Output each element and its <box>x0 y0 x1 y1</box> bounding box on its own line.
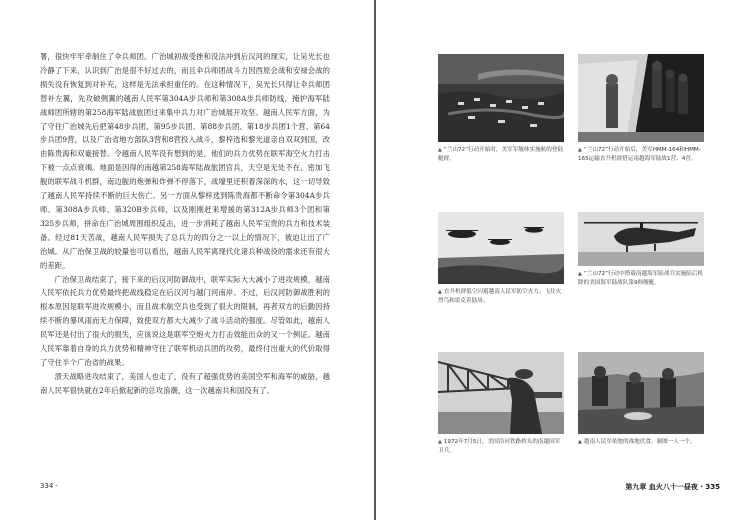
caption-marker-icon: ▲ <box>438 289 442 295</box>
photo-caption: ▲ 1972年7月5日，美国沿河铁路桥头的南越国军卫兵。 <box>438 439 561 454</box>
body-text <box>40 50 330 398</box>
caption-marker-icon: ▲ <box>578 147 582 153</box>
photo-caption: ▲ 直升机群低空闪避越南人民军防空火力，飞往火烈鸟和雷克着陆场。 <box>438 289 562 304</box>
photo-caption: ▲ “兰山72”行动中搭载南越海军陆战兵实施陆后机降的美国海军陆战队第9师舰艇。 <box>578 271 704 286</box>
photo-heavy-helicopter <box>578 212 704 266</box>
caption-marker-icon: ▲ <box>438 439 442 445</box>
photo-caption: ▲ “兰山72”行动开始后，美军HMM-164和HMM-165运输直升机群搭运南越海军陆战1营、4营。 <box>578 147 701 162</box>
paragraph: 溃天战略进攻结束了，美国人也走了，没有了超强优势的美国空军和海军的威胁，越南人民军很快就在2年后掀起新的总攻浪潮，这一次越南共和国没有了。 <box>40 371 330 395</box>
photo-caption: ▲ 越南人民军依地的战地伏食，制图一人一个。 <box>578 439 696 445</box>
caption-marker-icon: ▲ <box>578 271 582 277</box>
photo-helicopters-flying <box>438 212 564 284</box>
paragraph: 署，很快牢牢牵制住了伞兵师团。广治城初战受挫和没法冲到后汉河的现实，让吴光长也冷静了下来，认识到广治是很不好过去的，而且伞兵师团战斗力因西原会战和安禄会战的损失没有恢复到对补充，这样是无法承担重任的。在这种情况下，吴光长只得让伞兵师团替补左翼，先攻破侧翼的越南人民军第304A步兵师和第308A步兵师防线，掩护海军陆战师团所辖的第258海军陆战旅团过来集中兵力对广治城展开攻坚。越南人民军方面，为了守住广治城先后把第48步兵团、第95步兵团、第88步兵团、第18步兵团1个营、第64步兵团9营，以及广治省地方部队3营和8营投入战斗，黎梓选和黎光道亲自双双到国，改由陈贵海和双豪接替。令越南人民军没有想到的是，他们的兵力优势在联军海空火力打击下被一点点衰竭。地面是因得的南越第258海军陆战旅团官兵，天空是无处不在、密加飞舰的联军战斗机群，南边舰的炮弹和炸弹不停落下，战壕里还积着深深的水，这一切导致了越南人民军持续不断的巨大伤亡。另一方面从黎梓选到陈贵海都不断命令第304A步兵师、第308A步兵师、第320B步兵师，以及刚刚赶来增援的第312A步兵师3个团和第325步兵师，拼命在广治城周围组织反击，进一步消耗了越南人民军宝贵的兵力和技术装备。经过81天苦战，越南人民军损失了总兵力的四分之一以上的情况下，被迫让出了广治城。从广治保卫战的较量也可以看出，越南人民军离现代化诸兵种战役的需求还有很大的差距。 <box>40 52 330 270</box>
photo-caption: ▲ “兰山72”行动开始时，美军军舰体实施航的登陆艇群。 <box>438 147 564 162</box>
photo-helicopter-troops <box>578 54 704 142</box>
photo-landing-craft <box>438 54 564 142</box>
left-page <box>0 0 374 520</box>
photo-soldiers-eating <box>578 352 704 434</box>
page-number-left: 334 · <box>40 482 58 490</box>
page-number-right: 第九章 血火八十一昼夜 · 335 <box>625 483 720 491</box>
paragraph: 广治保卫战结束了，接下来的后汉河防御战中，联军实际大大减小了进攻规模，越南人民军依托兵力优势最终把战线稳定在后汉河与越门河南岸。不过，后汉河防御战胜利的根本原因是联军进攻规模小，而且战术航空兵也受到了很大的限制，再者双方的后勤因持续不断的暴风雨而无力保障，致使双方都大大减少了战斗活动的强度。尽管如此，越南人民军还是付出了很大的损失，应该说这是联军空炮火力打击效能出众的又一个例证。越南人民军靠着自身的兵力优势和精神守住了联军机动兵团的攻势，最终付出重大的代价取得了守住半个广治省的战果。 <box>40 274 330 367</box>
caption-marker-icon: ▲ <box>438 147 442 153</box>
right-page <box>376 0 750 520</box>
photo-bridge-guard <box>438 352 564 434</box>
caption-marker-icon: ▲ <box>578 439 582 445</box>
